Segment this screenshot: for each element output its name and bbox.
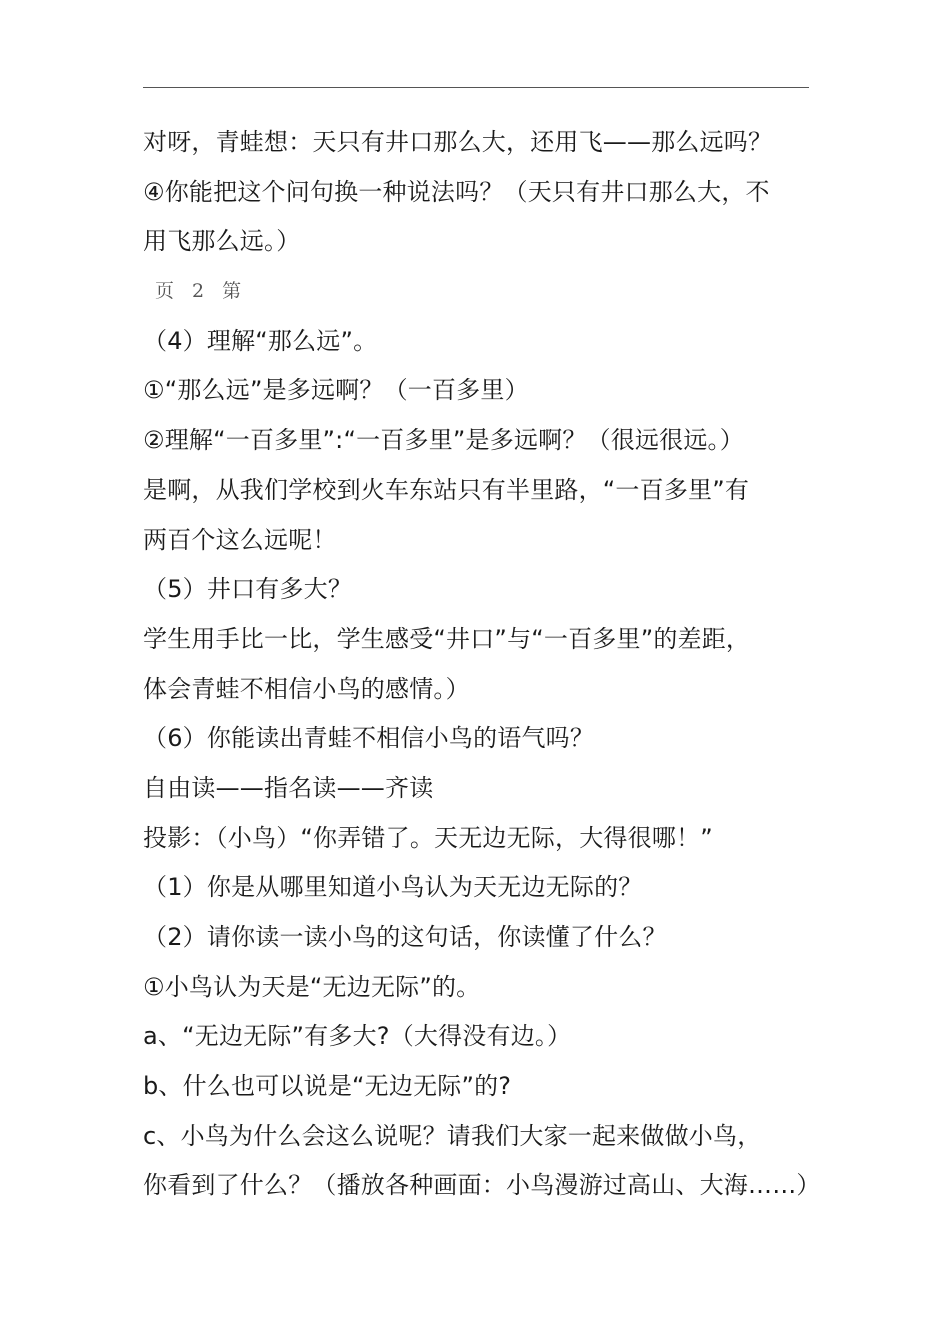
text-line: ①“那么远”是多远啊？（一百多里） bbox=[143, 376, 529, 405]
text-line: 自由读——指名读——齐读 bbox=[143, 773, 434, 802]
text-line: b、什么也可以说是“无边无际”的? bbox=[143, 1072, 512, 1101]
page-number: 页 2 第 bbox=[155, 280, 248, 303]
text-line: ①小鸟认为天是“无边无际”的。 bbox=[143, 972, 481, 1001]
text-line: 投影：（小鸟）“你弄错了。天无边无际，大得很哪！” bbox=[143, 823, 713, 852]
document-body bbox=[143, 118, 823, 1211]
text-line: 学生用手比一比，学生感受“井口”与“一百多里”的差距， bbox=[143, 624, 751, 653]
text-line: 对呀，青蛙想：天只有井口那么大，还用飞——那么远吗？ bbox=[143, 128, 773, 156]
text-line: （2）请你读一读小鸟的这句话，你读懂了什么？ bbox=[143, 923, 667, 951]
text-line: （1）你是从哪里知道小鸟认为天无边无际的？ bbox=[143, 873, 643, 902]
text-line: （4）理解“那么远”。 bbox=[143, 326, 378, 355]
text-line: ④你能把这个问句换一种说法吗？（天只有井口那么大，不 bbox=[143, 177, 770, 206]
text-line: c、小鸟为什么会这么说呢？请我们大家一起来做做小鸟， bbox=[143, 1121, 762, 1150]
text-line: 体会青蛙不相信小鸟的感情。） bbox=[143, 674, 470, 703]
text-line: 是啊，从我们学校到火车东站只有半里路，“一百多里”有 bbox=[143, 475, 750, 504]
header-rule bbox=[143, 87, 809, 88]
text-line: a、“无边无际”有多大?（大得没有边。） bbox=[143, 1022, 572, 1051]
text-line: ②理解“一百多里”:“一百多里”是多远啊？（很远很远。） bbox=[143, 426, 744, 455]
text-line: 你看到了什么？（播放各种画面：小鸟漫游过高山、大海……） bbox=[143, 1171, 821, 1200]
text-line: （6）你能读出青蛙不相信小鸟的语气吗？ bbox=[143, 724, 595, 753]
text-line: （5）井口有多大？ bbox=[143, 575, 353, 604]
text-line: 两百个这么远呢！ bbox=[143, 525, 337, 554]
text-line: 用飞那么远。） bbox=[143, 227, 301, 256]
